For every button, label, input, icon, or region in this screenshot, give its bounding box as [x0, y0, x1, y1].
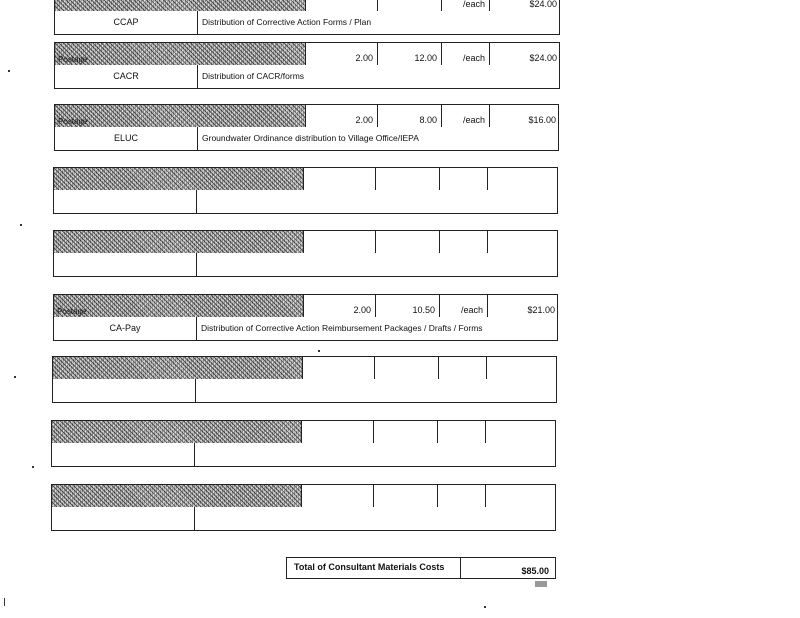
total-cell [485, 485, 557, 507]
task-description: Distribution of Corrective Action Reimbursement Packages / Drafts / Forms [201, 323, 483, 333]
cost-entry-top-row [51, 484, 556, 508]
unit-cell [441, 105, 489, 127]
quantity-cell [305, 43, 377, 65]
total-cell [487, 168, 559, 190]
rate-cell [374, 357, 438, 379]
unit-value: /each [462, 53, 485, 63]
scan-speck [318, 350, 320, 352]
unit-value: /each [460, 305, 483, 315]
total-cell [486, 357, 558, 379]
cost-entry-bottom-row [51, 507, 556, 531]
cost-entry-bottom-row [51, 443, 556, 467]
quantity-cell [305, 0, 377, 11]
cost-type-cell [52, 421, 301, 443]
cost-entry-top-row [54, 42, 560, 66]
cost-type-cell [55, 105, 305, 127]
cost-type: Postage [58, 117, 88, 126]
task-description: Groundwater Ordinance distribution to Village Office/IEPA [202, 133, 419, 143]
task-code: CACR [113, 71, 139, 81]
quantity-cell [303, 168, 375, 190]
cost-entry-bottom-row [52, 379, 557, 403]
quantity-cell [302, 357, 374, 379]
total-cell [489, 105, 560, 127]
cost-type-cell [55, 43, 305, 65]
unit-cell [437, 421, 485, 443]
materials-total-box [286, 557, 556, 579]
unit-cell [438, 357, 486, 379]
task-code-cell [53, 379, 195, 402]
cost-type: Postage [57, 307, 87, 316]
cost-entry-top-row [53, 230, 558, 254]
total-value: $16.00 [528, 115, 556, 125]
total-cell [485, 421, 557, 443]
cost-type-cell [54, 231, 303, 253]
total-divider [460, 558, 461, 578]
total-cell [489, 43, 561, 65]
task-code-cell [54, 317, 196, 340]
cost-entry-top-row [51, 420, 556, 444]
cost-entry-bottom-row [53, 190, 558, 214]
rate-cell [377, 0, 441, 11]
rate-cell [375, 168, 439, 190]
rate-cell [377, 43, 441, 65]
task-code-cell [52, 507, 194, 530]
scan-speck [32, 466, 34, 468]
task-code-cell [54, 190, 196, 213]
description-cell [195, 379, 558, 402]
cost-type-cell [53, 357, 302, 379]
task-code: CCAP [113, 17, 139, 27]
unit-cell [437, 485, 485, 507]
scan-speck [14, 376, 16, 378]
scan-speck [4, 598, 5, 606]
scan-speck [8, 70, 10, 72]
description-cell [197, 65, 561, 88]
unit-cell [441, 0, 489, 11]
quantity-cell [301, 485, 373, 507]
cost-entry-top-row [53, 294, 558, 318]
description-cell [196, 190, 559, 213]
task-description: Distribution of Corrective Action Forms / Plan [202, 17, 372, 27]
total-cell [489, 0, 561, 11]
task-code: ELUC [113, 133, 138, 143]
rate-cell [373, 485, 437, 507]
rate-value: 12.00 [414, 53, 437, 63]
quantity-value: 2.00 [353, 305, 371, 315]
cost-type-cell [55, 0, 305, 11]
cost-entry-top-row [52, 356, 557, 380]
cost-type-cell [52, 485, 301, 507]
task-code-cell [54, 253, 196, 276]
description-cell [197, 11, 561, 34]
cost-entry-top-row [54, 104, 559, 128]
cost-entry-bottom-row [54, 127, 559, 151]
cost-entry-bottom-row [53, 317, 558, 341]
unit-cell [439, 168, 487, 190]
rate-value: 8.00 [419, 115, 437, 125]
rate-cell [377, 105, 441, 127]
cost-entry-bottom-row [54, 11, 560, 35]
quantity-cell [303, 231, 375, 253]
description-cell [197, 127, 560, 150]
task-code-cell [55, 11, 197, 34]
task-code-cell [55, 65, 197, 88]
quantity-value: 2.00 [355, 115, 373, 125]
rate-value: 10.50 [412, 305, 435, 315]
quantity-cell [305, 105, 377, 127]
total-value: $24.00 [529, 53, 557, 63]
unit-value: /each [462, 115, 485, 125]
rate-cell [373, 421, 437, 443]
unit-cell [439, 295, 487, 317]
total-cell [487, 231, 559, 253]
description-cell [194, 507, 557, 530]
rate-cell [375, 231, 439, 253]
cost-type: Postage [58, 55, 88, 64]
cost-entry-bottom-row [53, 253, 558, 277]
description-cell [196, 317, 559, 340]
cost-entry-top-row [53, 167, 558, 191]
task-code-cell [52, 443, 194, 466]
total-cell [487, 295, 559, 317]
description-cell [194, 443, 557, 466]
description-cell [196, 253, 559, 276]
task-code-cell [55, 127, 197, 150]
task-description: Distribution of CACR/forms [202, 71, 305, 81]
cost-entry-bottom-row [54, 65, 560, 89]
unit-cell [439, 231, 487, 253]
quantity-value: 2.00 [355, 53, 373, 63]
cost-type-cell [54, 168, 303, 190]
task-code: CA-Pay [109, 323, 141, 333]
scan-mark [535, 581, 547, 587]
scan-speck [20, 224, 22, 226]
cost-type-cell [54, 295, 303, 317]
quantity-cell [301, 421, 373, 443]
scan-speck [484, 606, 486, 608]
quantity-cell [303, 295, 375, 317]
total-amount: $85.00 [521, 566, 549, 576]
total-value: $24.00 [529, 0, 557, 9]
total-value: $21.00 [527, 305, 555, 315]
rate-cell [375, 295, 439, 317]
unit-cell [441, 43, 489, 65]
unit-value: /each [462, 0, 485, 9]
total-label: Total of Consultant Materials Costs [294, 562, 445, 572]
